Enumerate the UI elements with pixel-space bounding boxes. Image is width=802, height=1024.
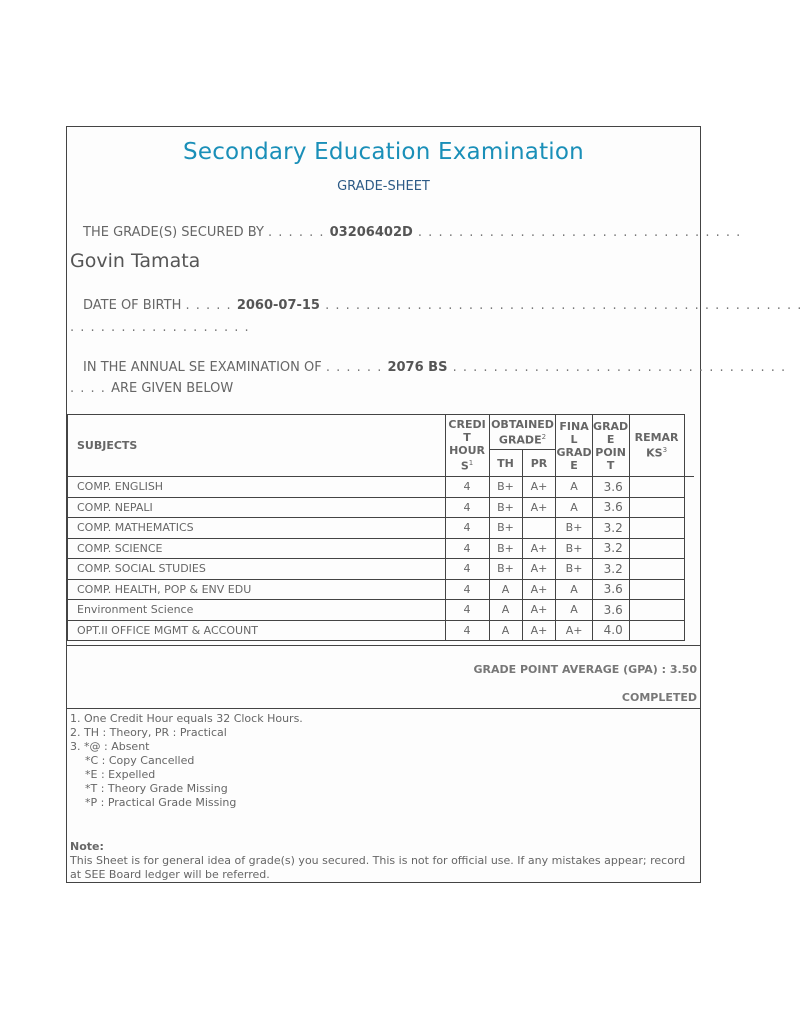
grade-point-header: GRAD E POIN T bbox=[592, 415, 629, 477]
table-row bbox=[68, 538, 695, 559]
dob-label: DATE OF BIRTH bbox=[83, 298, 182, 313]
th-grade-cell: B+ bbox=[489, 559, 522, 580]
credit-cell: 4 bbox=[445, 559, 489, 580]
credit-cell: 4 bbox=[445, 600, 489, 621]
obtained-grade-header: OBTAINED GRADE$^2$ bbox=[489, 415, 556, 450]
exam-label: IN THE ANNUAL SE EXAMINATION OF bbox=[83, 360, 322, 375]
status-badge: COMPLETED bbox=[621, 691, 697, 704]
spacer-cell bbox=[684, 600, 694, 621]
table-row bbox=[68, 518, 695, 539]
exam-line: IN THE ANNUAL SE EXAMINATION OF . . . . . . 2076 BS . . . . . . . . . . . . . . . . . . . . . . . . . . . . . . . . . bbox=[83, 360, 787, 375]
symbol-number: 03206402D bbox=[329, 225, 413, 240]
page-subtitle: GRADE-SHEET bbox=[337, 179, 430, 194]
footnote-1: 1. One Credit Hour equals 32 Clock Hours. bbox=[70, 712, 303, 725]
secured-by-line: THE GRADE(S) SECURED BY . . . . . . 03206402D . . . . . . . . . . . . . . . . . . . . . . . . . . . . . . . . bbox=[83, 225, 742, 240]
subject-cell: COMP. MATHEMATICS bbox=[68, 518, 446, 539]
credit-cell: 4 bbox=[445, 620, 489, 641]
table-row bbox=[68, 497, 695, 518]
spacer-cell bbox=[684, 579, 694, 600]
subject-cell: COMP. SOCIAL STUDIES bbox=[68, 559, 446, 580]
grade-point-cell: 3.6 bbox=[592, 600, 629, 621]
final-grade-cell: A+ bbox=[556, 620, 592, 641]
subject-cell: COMP. HEALTH, POP & ENV EDU bbox=[68, 579, 446, 600]
pr-grade-cell: A+ bbox=[522, 579, 556, 600]
spacer-cell bbox=[684, 497, 694, 518]
grade-rows bbox=[68, 477, 695, 641]
gpa-value: GRADE POINT AVERAGE (GPA) : 3.50 bbox=[473, 663, 697, 676]
footnote-theory-missing: *T : Theory Grade Missing bbox=[85, 782, 228, 795]
grade-point-cell: 3.2 bbox=[592, 559, 629, 580]
spacer-cell bbox=[684, 477, 694, 498]
table-row bbox=[68, 600, 695, 621]
pr-grade-cell: A+ bbox=[522, 559, 556, 580]
final-grade-cell: A bbox=[556, 600, 592, 621]
credit-cell: 4 bbox=[445, 518, 489, 539]
final-grade-cell: B+ bbox=[556, 518, 592, 539]
table-row bbox=[68, 620, 695, 641]
footnotes bbox=[70, 712, 303, 810]
grade-point-cell: 3.2 bbox=[592, 518, 629, 539]
remarks-cell bbox=[629, 600, 684, 621]
subject-cell: COMP. SCIENCE bbox=[68, 538, 446, 559]
grade-point-cell: 4.0 bbox=[592, 620, 629, 641]
remarks-cell bbox=[629, 620, 684, 641]
table-row bbox=[68, 579, 695, 600]
credit-cell: 4 bbox=[445, 497, 489, 518]
footnote-3: 3. *@ : Absent bbox=[70, 740, 150, 753]
footnote-2: 2. TH : Theory, PR : Practical bbox=[70, 726, 227, 739]
th-grade-cell: B+ bbox=[489, 477, 522, 498]
subjects-header: SUBJECTS bbox=[68, 415, 446, 477]
th-grade-cell: A bbox=[489, 620, 522, 641]
pr-grade-cell: A+ bbox=[522, 600, 556, 621]
footnote-copy-cancelled: *C : Copy Cancelled bbox=[85, 754, 195, 767]
th-grade-cell: B+ bbox=[489, 518, 522, 539]
pr-grade-cell: A+ bbox=[522, 497, 556, 518]
exam-year: 2076 BS bbox=[387, 360, 448, 375]
subject-cell: Environment Science bbox=[68, 600, 446, 621]
footnote-practical-missing: *P : Practical Grade Missing bbox=[85, 796, 237, 809]
given-below-line: . . . . ARE GIVEN BELOW bbox=[70, 381, 234, 396]
remarks-cell bbox=[629, 538, 684, 559]
given-below-text: ARE GIVEN BELOW bbox=[111, 381, 234, 396]
th-grade-cell: A bbox=[489, 600, 522, 621]
pr-grade-cell: A+ bbox=[522, 620, 556, 641]
final-grade-cell: A bbox=[556, 497, 592, 518]
final-grade-header: FINA L GRAD E bbox=[556, 415, 592, 477]
subject-cell: COMP. ENGLISH bbox=[68, 477, 446, 498]
table-row bbox=[68, 477, 695, 498]
remarks-cell bbox=[629, 559, 684, 580]
dob-line: DATE OF BIRTH . . . . . 2060-07-15 . . . . . . . . . . . . . . . . . . . . . . . . . . . . . . . . . . . . . . . . . . . . . . . bbox=[83, 298, 802, 313]
remarks-header: REMAR $KS^3$ bbox=[629, 415, 684, 477]
spacer-cell bbox=[684, 538, 694, 559]
student-name: Govin Tamata bbox=[70, 250, 201, 272]
th-grade-cell: B+ bbox=[489, 497, 522, 518]
remarks-cell bbox=[629, 497, 684, 518]
credit-cell: 4 bbox=[445, 579, 489, 600]
remarks-cell bbox=[629, 579, 684, 600]
spacer-cell bbox=[684, 620, 694, 641]
spacer-cell bbox=[684, 518, 694, 539]
grade-point-cell: 3.6 bbox=[592, 497, 629, 518]
dob-dots-line: . . . . . . . . . . . . . . . . . . bbox=[70, 320, 250, 335]
grades-table bbox=[67, 414, 694, 641]
footnote-expelled: *E : Expelled bbox=[85, 768, 156, 781]
table-row bbox=[68, 559, 695, 580]
page-title: Secondary Education Examination bbox=[183, 139, 584, 165]
grade-point-cell: 3.2 bbox=[592, 538, 629, 559]
subject-cell: OPT.II OFFICE MGMT & ACCOUNT bbox=[68, 620, 446, 641]
pr-grade-cell bbox=[522, 518, 556, 539]
dob-value: 2060-07-15 bbox=[236, 298, 320, 313]
final-grade-cell: B+ bbox=[556, 559, 592, 580]
spacer-cell bbox=[684, 559, 694, 580]
note-label: Note: bbox=[70, 840, 104, 853]
credit-cell: 4 bbox=[445, 477, 489, 498]
credit-hours-header: CREDI T HOUR $S^1$ bbox=[445, 415, 489, 477]
subject-cell: COMP. NEPALI bbox=[68, 497, 446, 518]
spacer-header bbox=[684, 415, 694, 477]
final-grade-cell: A bbox=[556, 477, 592, 498]
th-header: TH bbox=[489, 450, 522, 477]
pr-grade-cell: A+ bbox=[522, 477, 556, 498]
th-grade-cell: A bbox=[489, 579, 522, 600]
th-grade-cell: B+ bbox=[489, 538, 522, 559]
pr-grade-cell: A+ bbox=[522, 538, 556, 559]
remarks-cell bbox=[629, 477, 684, 498]
secured-by-label: THE GRADE(S) SECURED BY bbox=[83, 225, 264, 240]
grade-point-cell: 3.6 bbox=[592, 477, 629, 498]
final-grade-cell: A bbox=[556, 579, 592, 600]
gpa-section bbox=[67, 645, 700, 709]
credit-cell: 4 bbox=[445, 538, 489, 559]
note-text: This Sheet is for general idea of grade(s) you secured. This is not for official use. If any mistakes appear; record at SEE Board ledger will be referred. bbox=[70, 854, 686, 881]
pr-header: PR bbox=[522, 450, 556, 477]
grade-sheet bbox=[66, 126, 802, 883]
final-grade-cell: B+ bbox=[556, 538, 592, 559]
remarks-cell bbox=[629, 518, 684, 539]
grade-point-cell: 3.6 bbox=[592, 579, 629, 600]
